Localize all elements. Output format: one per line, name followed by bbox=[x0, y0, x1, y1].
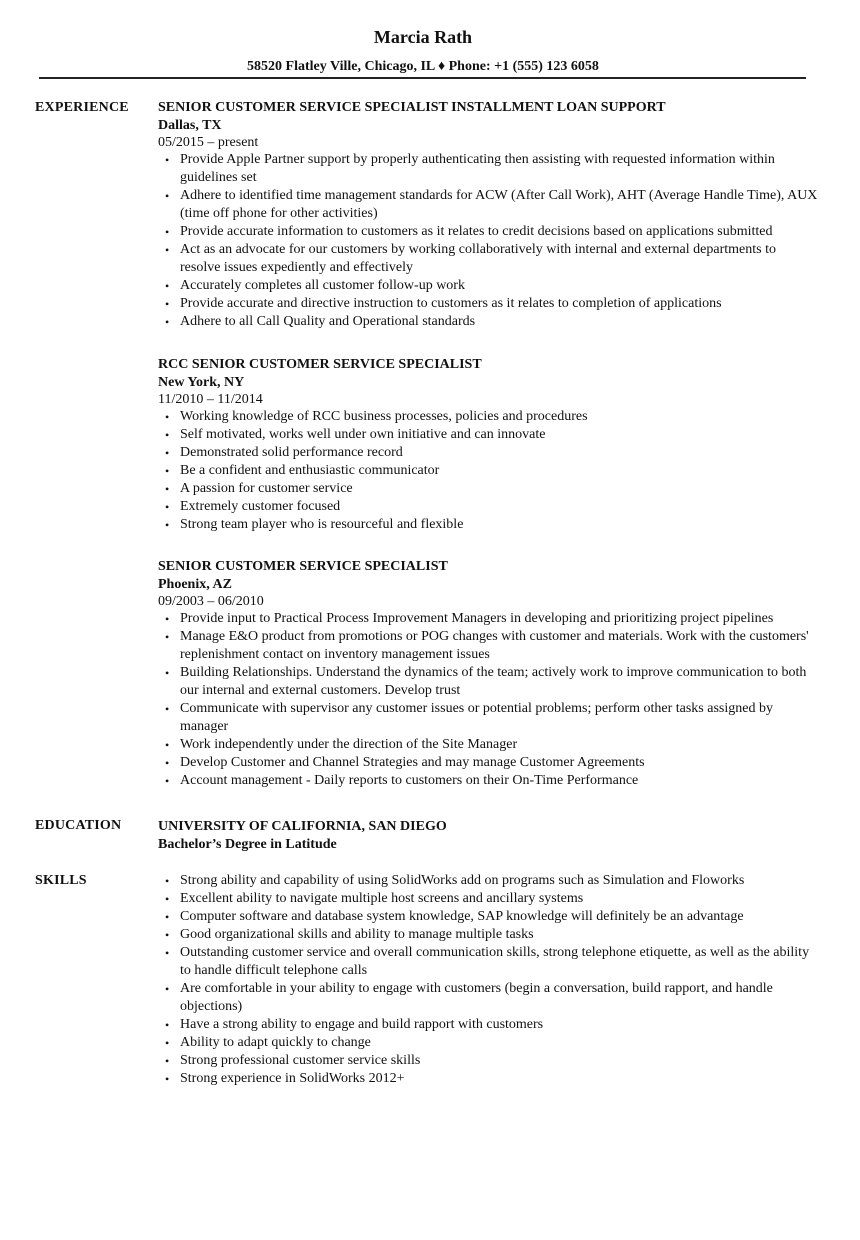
list-item bbox=[158, 151, 818, 187]
job-dates: 05/2015 – present bbox=[158, 135, 259, 150]
list-item bbox=[158, 664, 818, 700]
bullet-text: Manage E&O product from promotions or POG changes with customer and materials. Work with the customers' replenishment contact on inventory management issues bbox=[180, 629, 809, 662]
list-item bbox=[158, 1052, 818, 1070]
list-item bbox=[158, 944, 818, 980]
job-entry-1 bbox=[158, 99, 818, 331]
skills-heading: SKILLS bbox=[35, 873, 87, 888]
bullet-icon: • bbox=[165, 279, 170, 293]
list-item bbox=[158, 926, 818, 944]
list-item bbox=[158, 277, 818, 295]
bullet-text: Good organizational skills and ability to manage multiple tasks bbox=[180, 927, 534, 942]
bullet-icon: • bbox=[165, 428, 170, 442]
list-item bbox=[158, 408, 818, 426]
bullet-text: Adhere to identified time management standards for ACW (After Call Work), AHT (Average Handle Time), AUX (time off phone for other activities) bbox=[180, 188, 818, 221]
bullet-text: Provide accurate and directive instruction to customers as it relates to completion of applications bbox=[180, 296, 722, 311]
bullet-icon: • bbox=[165, 892, 170, 906]
list-item bbox=[158, 426, 818, 444]
job-entry-3 bbox=[158, 558, 818, 790]
bullet-text: Communicate with supervisor any customer issues or potential problems; perform other tasks assigned by manager bbox=[180, 701, 773, 734]
bullet-icon: • bbox=[165, 738, 170, 752]
bullet-icon: • bbox=[165, 410, 170, 424]
experience-heading: EXPERIENCE bbox=[35, 100, 129, 115]
list-item bbox=[158, 628, 818, 664]
job-dates: 11/2010 – 11/2014 bbox=[158, 392, 263, 407]
bullet-text: Computer software and database system knowledge, SAP knowledge will definitely be an advantage bbox=[180, 909, 744, 924]
job-title: RCC SENIOR CUSTOMER SERVICE SPECIALIST bbox=[158, 357, 482, 372]
bullet-text: Provide input to Practical Process Improvement Managers in developing and prioritizing project pipelines bbox=[180, 611, 774, 626]
bullet-icon: • bbox=[165, 225, 170, 239]
bullet-icon: • bbox=[165, 189, 170, 203]
bullet-icon: • bbox=[165, 482, 170, 496]
job-location: Phoenix, AZ bbox=[158, 577, 232, 592]
header-divider bbox=[39, 77, 806, 79]
education-entry bbox=[158, 818, 818, 853]
list-item bbox=[158, 295, 818, 313]
bullet-text: Be a confident and enthusiastic communicator bbox=[180, 463, 440, 478]
bullet-icon: • bbox=[165, 928, 170, 942]
bullet-text: Working knowledge of RCC business processes, policies and procedures bbox=[180, 409, 588, 424]
job-entry-2 bbox=[158, 356, 818, 534]
bullet-icon: • bbox=[165, 874, 170, 888]
bullet-text: Strong ability and capability of using SolidWorks add on programs such as Simulation and Floworks bbox=[180, 873, 745, 888]
bullet-text: Are comfortable in your ability to engage with customers (begin a conversation, build rapport, and handle objections) bbox=[180, 981, 773, 1014]
list-item bbox=[158, 480, 818, 498]
bullet-icon: • bbox=[165, 153, 170, 167]
bullet-text: Strong team player who is resourceful and flexible bbox=[180, 517, 464, 532]
school-name: UNIVERSITY OF CALIFORNIA, SAN DIEGO bbox=[158, 819, 447, 834]
list-item bbox=[158, 754, 818, 772]
list-item bbox=[158, 498, 818, 516]
bullet-icon: • bbox=[165, 946, 170, 960]
list-item bbox=[158, 223, 818, 241]
bullet-icon: • bbox=[165, 446, 170, 460]
list-item bbox=[158, 462, 818, 480]
list-item bbox=[158, 1034, 818, 1052]
job-bullet-list bbox=[158, 408, 818, 534]
bullet-text: Outstanding customer service and overall communication skills, strong telephone etiquette, as well as the ability to handle difficult telephone calls bbox=[180, 945, 810, 978]
skills-bullet-list bbox=[158, 872, 818, 1088]
job-location: Dallas, TX bbox=[158, 118, 222, 133]
list-item bbox=[158, 736, 818, 754]
bullet-icon: • bbox=[165, 500, 170, 514]
bullet-icon: • bbox=[165, 1072, 170, 1086]
list-item bbox=[158, 908, 818, 926]
bullet-icon: • bbox=[165, 982, 170, 996]
job-location: New York, NY bbox=[158, 375, 245, 390]
bullet-icon: • bbox=[165, 315, 170, 329]
bullet-text: A passion for customer service bbox=[180, 481, 353, 496]
job-bullet-list bbox=[158, 610, 818, 790]
bullet-text: Work independently under the direction of the Site Manager bbox=[180, 737, 518, 752]
list-item bbox=[158, 444, 818, 462]
bullet-icon: • bbox=[165, 297, 170, 311]
education-heading: EDUCATION bbox=[35, 818, 122, 833]
bullet-icon: • bbox=[165, 910, 170, 924]
degree: Bachelor’s Degree in Latitude bbox=[158, 837, 337, 852]
bullet-icon: • bbox=[165, 464, 170, 478]
list-item bbox=[158, 1016, 818, 1034]
skills-entry bbox=[158, 872, 818, 1088]
bullet-icon: • bbox=[165, 630, 170, 644]
bullet-text: Strong professional customer service skills bbox=[180, 1053, 421, 1068]
bullet-text: Accurately completes all customer follow-up work bbox=[180, 278, 465, 293]
bullet-icon: • bbox=[165, 1018, 170, 1032]
bullet-text: Develop Customer and Channel Strategies and may manage Customer Agreements bbox=[180, 755, 645, 770]
contact-line: 58520 Flatley Ville, Chicago, IL ♦ Phone: +1 (555) 123 6058 bbox=[247, 59, 599, 74]
bullet-icon: • bbox=[165, 518, 170, 532]
candidate-name: Marcia Rath bbox=[373, 27, 473, 47]
bullet-text: Demonstrated solid performance record bbox=[180, 445, 403, 460]
bullet-icon: • bbox=[165, 774, 170, 788]
list-item bbox=[158, 610, 818, 628]
list-item bbox=[158, 890, 818, 908]
bullet-text: Ability to adapt quickly to change bbox=[180, 1035, 371, 1050]
job-bullet-list bbox=[158, 151, 818, 331]
bullet-icon: • bbox=[165, 756, 170, 770]
list-item bbox=[158, 516, 818, 534]
bullet-text: Act as an advocate for our customers by working collaboratively with internal and external departments to resolve issues expediently and effectively bbox=[180, 242, 776, 275]
list-item bbox=[158, 313, 818, 331]
list-item bbox=[158, 1070, 818, 1088]
bullet-icon: • bbox=[165, 666, 170, 680]
list-item bbox=[158, 980, 818, 1016]
bullet-text: Self motivated, works well under own initiative and can innovate bbox=[180, 427, 546, 442]
bullet-text: Provide Apple Partner support by properly authenticating then assisting with requested information within guidelines set bbox=[180, 152, 775, 185]
bullet-text: Building Relationships. Understand the dynamics of the team; actively work to improve communication to both our internal and external customers. Develop trust bbox=[180, 665, 807, 698]
job-title: SENIOR CUSTOMER SERVICE SPECIALIST bbox=[158, 559, 448, 574]
bullet-text: Extremely customer focused bbox=[180, 499, 341, 514]
bullet-text: Excellent ability to navigate multiple host screens and ancillary systems bbox=[180, 891, 584, 906]
list-item bbox=[158, 872, 818, 890]
bullet-text: Strong experience in SolidWorks 2012+ bbox=[180, 1071, 405, 1086]
bullet-text: Adhere to all Call Quality and Operational standards bbox=[180, 314, 476, 329]
bullet-text: Provide accurate information to customers as it relates to credit decisions based on applications submitted bbox=[180, 224, 773, 239]
bullet-icon: • bbox=[165, 1054, 170, 1068]
list-item bbox=[158, 700, 818, 736]
bullet-icon: • bbox=[165, 1036, 170, 1050]
bullet-text: Have a strong ability to engage and build rapport with customers bbox=[180, 1017, 544, 1032]
list-item bbox=[158, 241, 818, 277]
bullet-text: Account management - Daily reports to customers on their On-Time Performance bbox=[180, 773, 639, 788]
bullet-icon: • bbox=[165, 612, 170, 626]
job-title: SENIOR CUSTOMER SERVICE SPECIALIST INSTALLMENT LOAN SUPPORT bbox=[158, 100, 666, 115]
bullet-icon: • bbox=[165, 243, 170, 257]
list-item bbox=[158, 772, 818, 790]
bullet-icon: • bbox=[165, 702, 170, 716]
job-dates: 09/2003 – 06/2010 bbox=[158, 594, 264, 609]
list-item bbox=[158, 187, 818, 223]
